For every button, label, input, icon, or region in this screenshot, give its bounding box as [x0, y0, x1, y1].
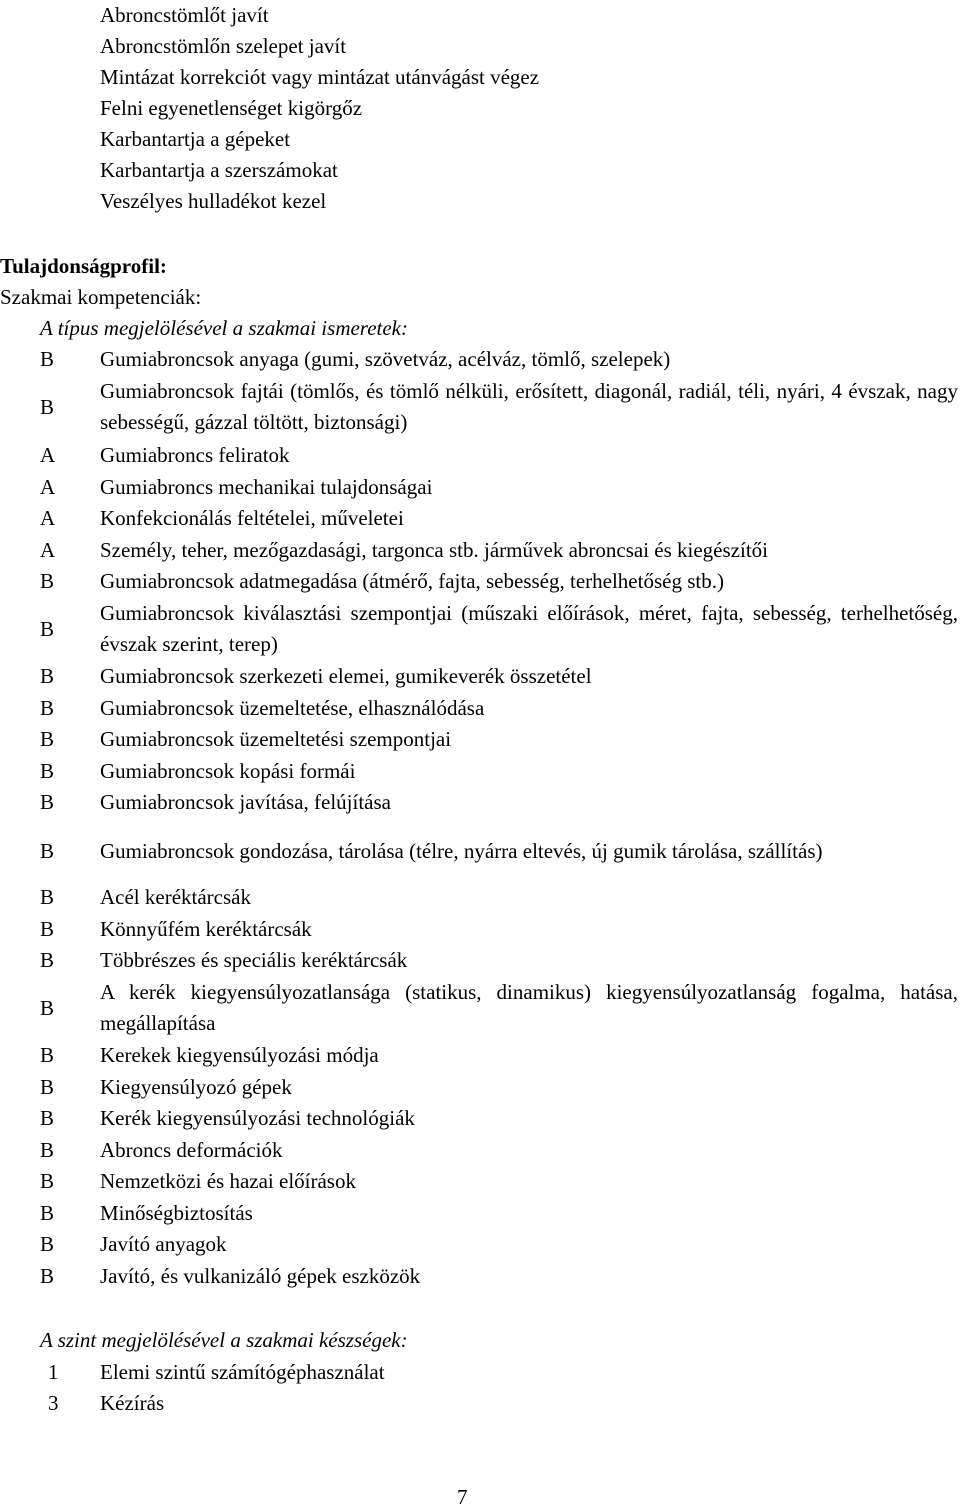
knowledge-level: B [40, 995, 55, 1020]
knowledge-level: B [40, 727, 55, 751]
knowledge-level: B [40, 394, 55, 419]
knowledge-level: B [40, 1264, 55, 1288]
knowledge-row [0, 376, 960, 438]
knowledge-level: A [40, 538, 56, 562]
knowledge-text: Gumiabroncsok kopási formái [100, 759, 356, 783]
knowledge-row [0, 1040, 960, 1071]
task-item: Abroncstömlőn szelepet javít [100, 34, 347, 58]
knowledge-row [0, 787, 960, 818]
skill-level: 3 [48, 1391, 59, 1415]
knowledge-level: B [40, 1075, 55, 1099]
knowledge-row [0, 1198, 960, 1229]
skill-text: Kézírás [100, 1391, 165, 1415]
knowledge-row [0, 724, 960, 755]
knowledge-row [0, 914, 960, 945]
knowledge-level: A [40, 475, 56, 499]
knowledge-level: B [40, 917, 55, 941]
knowledge-row [0, 440, 960, 471]
knowledge-row [0, 1166, 960, 1197]
knowledge-level: B [40, 1232, 55, 1256]
knowledge-text: Könnyűfém keréktárcsák [100, 917, 312, 941]
knowledge-text: Gumiabroncsok gondozása, tárolása (télre, nyárra eltevés, új gumik tárolása, szállítás) [100, 839, 823, 863]
knowledge-text: Konfekcionálás feltételei, műveletei [100, 506, 404, 530]
knowledge-level: B [40, 790, 55, 814]
knowledge-text: Gumiabroncsok adatmegadása (átmérő, fajta, sebesség, terhelhetőség stb.) [100, 569, 724, 593]
skill-row [0, 1388, 960, 1419]
knowledge-row [0, 945, 960, 976]
knowledge-row [0, 1229, 960, 1260]
knowledge-row [0, 1072, 960, 1103]
skill-text: Elemi szintű számítógéphasználat [100, 1360, 385, 1384]
task-item: Felni egyenetlenséget kigörgőz [100, 96, 363, 120]
knowledge-label: A típus megjelölésével a szakmai ismeretek: [40, 316, 408, 340]
task-item: Abroncstömlőt javít [100, 3, 269, 27]
task-item: Karbantartja a szerszámokat [100, 158, 338, 182]
knowledge-text: Gumiabroncsok üzemeltetési szempontjai [100, 727, 452, 751]
knowledge-level: B [40, 948, 55, 972]
knowledge-row [0, 503, 960, 534]
knowledge-level: B [40, 1043, 55, 1067]
knowledge-text: Javító, és vulkanizáló gépek eszközök [100, 1264, 421, 1288]
knowledge-row [0, 1135, 960, 1166]
knowledge-level: B [40, 1169, 55, 1193]
knowledge-level: B [40, 839, 55, 863]
knowledge-text: Acél keréktárcsák [100, 885, 251, 909]
knowledge-text: Kiegyensúlyozó gépek [100, 1075, 292, 1099]
knowledge-level: A [40, 443, 56, 467]
knowledge-text: Kerekek kiegyensúlyozási módja [100, 1043, 379, 1067]
profile-subheading: Szakmai kompetenciák: [0, 285, 202, 309]
knowledge-text: Gumiabroncsok javítása, felújítása [100, 790, 391, 814]
skills-label: A szint megjelölésével a szakmai készségek: [40, 1328, 408, 1352]
knowledge-text: Személy, teher, mezőgazdasági, targonca stb. járművek abroncsai és kiegészítői [100, 538, 768, 562]
knowledge-text: Gumiabroncsok szerkezeti elemei, gumikeverék összetétel [100, 664, 592, 688]
skill-level: 1 [48, 1360, 59, 1384]
knowledge-level: B [40, 696, 55, 720]
knowledge-text: Kerék kiegyensúlyozási technológiák [100, 1106, 415, 1130]
knowledge-row [0, 836, 960, 867]
knowledge-row [0, 661, 960, 692]
knowledge-row [0, 344, 960, 375]
knowledge-text: Javító anyagok [100, 1232, 227, 1256]
knowledge-row [0, 977, 960, 1039]
knowledge-level: B [40, 885, 55, 909]
knowledge-row [0, 566, 960, 597]
knowledge-row [0, 535, 960, 566]
knowledge-row [0, 693, 960, 724]
knowledge-level: B [40, 569, 55, 593]
knowledge-level: B [40, 1138, 55, 1162]
knowledge-text: A kerék kiegyensúlyozatlansága (statikus, dinamikus) kiegyensúlyozatlanság fogalma, hatása, megállapítása [100, 980, 958, 1035]
knowledge-row [0, 472, 960, 503]
knowledge-level: B [40, 1106, 55, 1130]
knowledge-level: B [40, 1201, 55, 1225]
knowledge-level: A [40, 506, 56, 530]
knowledge-row [0, 598, 960, 660]
knowledge-text: Gumiabroncsok üzemeltetése, elhasználódása [100, 696, 485, 720]
knowledge-text: Gumiabroncsok kiválasztási szempontjai (műszaki előírások, méret, fajta, sebesség, terhelhetőség, évszak szerint, terep) [100, 601, 958, 656]
task-list [100, 0, 539, 217]
knowledge-level: B [40, 759, 55, 783]
page-number: 7 [457, 1485, 468, 1509]
knowledge-text: Gumiabroncs mechanikai tulajdonságai [100, 475, 433, 499]
knowledge-text: Abroncs deformációk [100, 1138, 283, 1162]
task-item: Veszélyes hulladékot kezel [100, 189, 327, 213]
knowledge-level: B [40, 664, 55, 688]
knowledge-text: Nemzetközi és hazai előírások [100, 1169, 356, 1193]
knowledge-level: B [40, 616, 55, 641]
profile-heading: Tulajdonságprofil: [0, 254, 167, 278]
knowledge-text: Gumiabroncsok anyaga (gumi, szövetváz, acélváz, tömlő, szelepek) [100, 347, 671, 371]
knowledge-level: B [40, 347, 55, 371]
knowledge-text: Gumiabroncsok fajtái (tömlős, és tömlő nélküli, erősített, diagonál, radiál, téli, nyári, 4 évszak, nagy sebességű, gázzal töltött, biztonsági) [100, 379, 958, 434]
knowledge-row [0, 882, 960, 913]
task-item: Mintázat korrekciót vagy mintázat utánvágást végez [100, 65, 540, 89]
skill-row [0, 1357, 960, 1388]
task-item: Karbantartja a gépeket [100, 127, 291, 151]
knowledge-row [0, 1261, 960, 1292]
knowledge-text: Gumiabroncs feliratok [100, 443, 290, 467]
knowledge-row [0, 1103, 960, 1134]
knowledge-text: Többrészes és speciális keréktárcsák [100, 948, 408, 972]
knowledge-row [0, 756, 960, 787]
knowledge-text: Minőségbiztosítás [100, 1201, 253, 1225]
